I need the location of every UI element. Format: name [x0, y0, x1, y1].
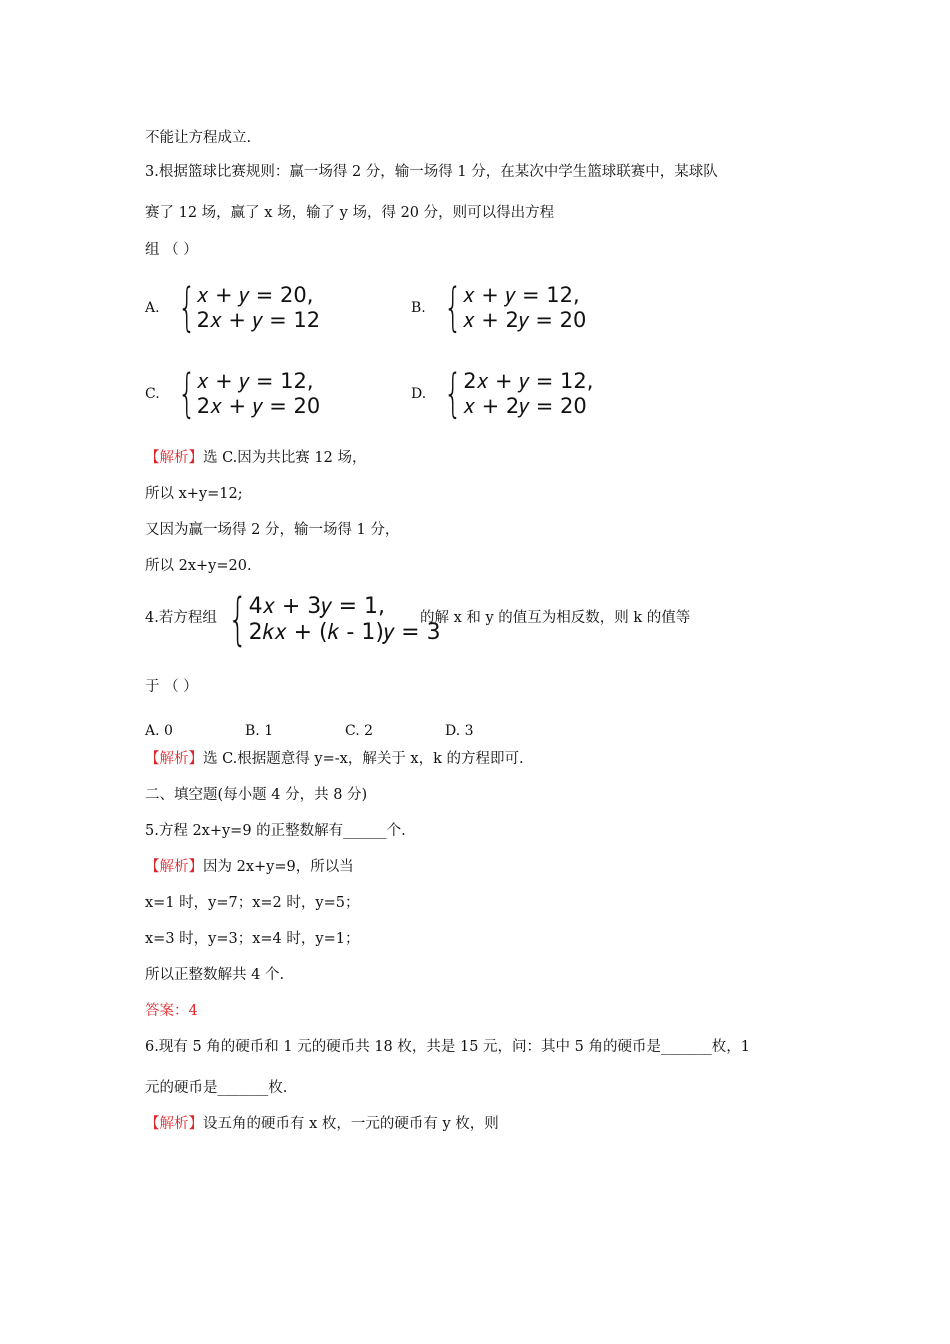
question-6-line-1: 6.现有 5 角的硬币和 1 元的硬币共 18 枚，共是 15 元，问：其中 5 角的硬币是_______枚，1: [145, 1039, 750, 1055]
equation-row: 2𝑥 + 𝑦 = 20: [196, 394, 321, 418]
analysis-3-line-4: 所以 2x+y=20.: [145, 558, 252, 574]
question-3-line-1: 3.根据篮球比赛规则：赢一场得 2 分，输一场得 1 分，在某次中学生篮球联赛中，某球队: [145, 164, 718, 180]
option-label: C.: [145, 386, 160, 402]
equation-row: 𝑥 + 2𝑦 = 20: [462, 308, 587, 332]
question-4-prefix: 4.若方程组: [145, 610, 217, 626]
analysis-3-line-1: [145, 448, 366, 468]
system-4: [212, 587, 441, 652]
brace-icon: {: [177, 364, 196, 424]
question-4-suffix: 的解 x 和 y 的值互为相反数，则 k 的值等: [420, 610, 691, 626]
question-5: 5.方程 2x+y=9 的正整数解有______个.: [145, 823, 406, 839]
question-4-line-2: 于 （ ）: [145, 679, 198, 695]
analysis-text: 选 C.根据题意得 y=-x，解关于 x，k 的方程即可.: [203, 751, 524, 767]
analysis-tag: 【解析】: [145, 751, 203, 767]
brace-icon: {: [443, 278, 462, 338]
equation-row: 𝑥 + 𝑦 = 20,: [196, 283, 314, 307]
equation-row: 2𝑘𝑥 + (𝑘 - 1)𝑦 = 3: [248, 620, 441, 645]
option-3a: [145, 278, 321, 338]
analysis-text: 设五角的硬币有 x 枚，一元的硬币有 y 枚，则: [203, 1116, 499, 1132]
brace-icon: {: [444, 364, 463, 424]
analysis-tag: 【解析】: [145, 450, 203, 466]
option-label: A.: [145, 300, 160, 316]
option-label: B.: [411, 300, 426, 316]
analysis-text: 选 C.因为共比赛 12 场，: [203, 450, 367, 466]
analysis-5-line-3: x=3 时，y=3；x=4 时，y=1；: [145, 931, 360, 947]
analysis-4: [145, 749, 524, 769]
brace-icon: {: [228, 587, 248, 652]
option-4b: B. 1: [245, 723, 274, 739]
analysis-6: [145, 1114, 499, 1134]
option-4a: A. 0: [145, 723, 173, 739]
equation-row: 2𝑥 + 𝑦 = 12: [196, 308, 321, 332]
option-3b: [411, 278, 587, 338]
analysis-tag: 【解析】: [145, 859, 203, 875]
equation-row: 4𝑥 + 3𝑦 = 1,: [248, 594, 385, 619]
text-line: 不能让方程成立.: [145, 130, 252, 146]
equation-row: 𝑥 + 2𝑦 = 20: [463, 394, 587, 418]
question-3-line-2: 赛了 12 场，赢了 x 场，输了 y 场，得 20 分，则可以得出方程: [145, 205, 555, 221]
question-6-line-2: 元的硬币是_______枚.: [145, 1080, 288, 1096]
analysis-5-line-4: 所以正整数解共 4 个.: [145, 967, 285, 983]
brace-icon: {: [177, 278, 196, 338]
analysis-5-line-1: [145, 857, 354, 877]
analysis-3-line-3: 又因为赢一场得 2 分，输一场得 1 分，: [145, 522, 400, 538]
equation-row: 𝑥 + 𝑦 = 12,: [196, 369, 314, 393]
analysis-3-line-2: 所以 x+y=12;: [145, 486, 243, 502]
option-3c: [145, 364, 321, 424]
option-label: D.: [411, 386, 427, 402]
analysis-text: 因为 2x+y=9，所以当: [203, 859, 354, 875]
equation-row: 2𝑥 + 𝑦 = 12,: [463, 369, 594, 393]
analysis-5-line-2: x=1 时，y=7；x=2 时，y=5；: [145, 895, 360, 911]
equation-row: 𝑥 + 𝑦 = 12,: [462, 283, 580, 307]
option-4d: D. 3: [445, 723, 474, 739]
analysis-tag: 【解析】: [145, 1116, 203, 1132]
option-4c: C. 2: [345, 723, 374, 739]
section-heading: 二、填空题(每小题 4 分，共 8 分): [145, 787, 368, 803]
answer-5: 答案：4: [145, 1003, 198, 1019]
option-3d: [411, 364, 594, 424]
question-3-line-3: 组 （ ）: [145, 242, 198, 258]
